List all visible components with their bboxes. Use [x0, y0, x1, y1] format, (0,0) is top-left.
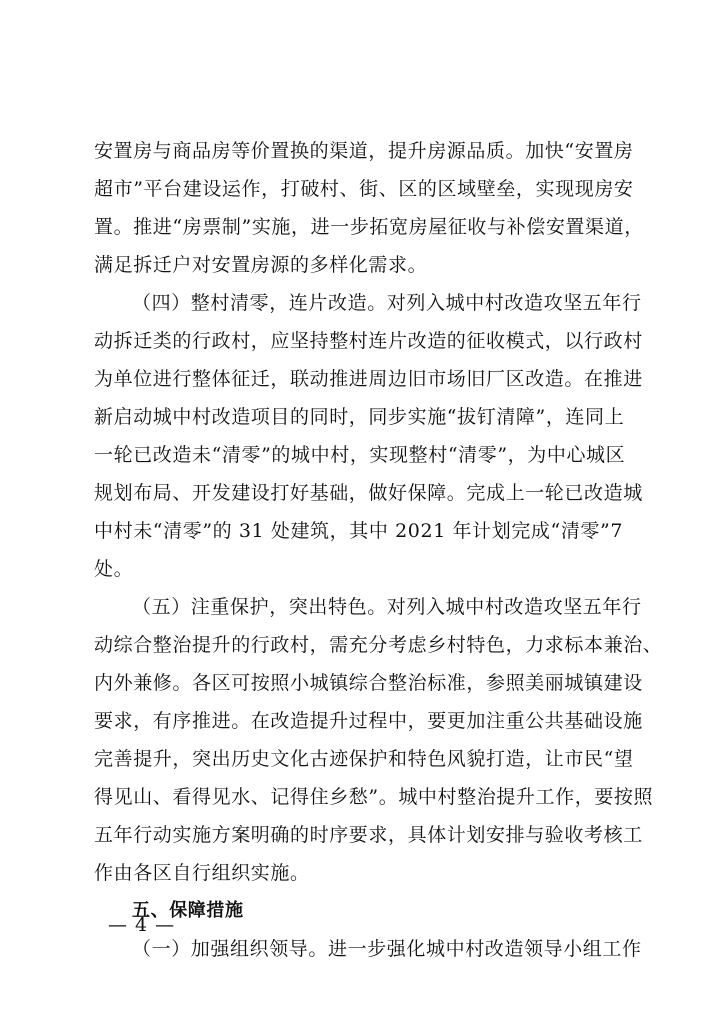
- text-line: 置。推进“房票制”实施，进一步拓宽房屋征收与补偿安置渠道，: [94, 216, 644, 238]
- section-heading: 五、保障措施: [132, 900, 244, 921]
- document-body: [94, 132, 663, 968]
- text-line: 处。: [94, 558, 134, 580]
- text-line: 超市”平台建设运作，打破村、街、区的区域壁垒，实现现房安: [94, 178, 634, 200]
- text-line: 动拆迁类的行政村，应坚持整村连片改造的征收模式，以行政村: [94, 330, 643, 352]
- text-line: 内外兼修。各区可按照小城镇综合整治标准，参照美丽城镇建设: [94, 672, 643, 694]
- text-line: 完善提升，突出历史文化古迹保护和特色风貌打造，让市民“望: [94, 748, 634, 770]
- text-line: 作由各区自行组织实施。: [94, 862, 310, 884]
- text-line: 为单位进行整体征迁，联动推进周边旧市场旧厂区改造。在推进: [94, 368, 643, 390]
- text-line: 新启动城中村改造项目的同时，同步实施“拔钉清障”，连同上: [94, 406, 625, 428]
- text-line: 一轮已改造未“清零”的城中村，实现整村“清零”，为中心城区: [94, 444, 626, 466]
- text-line: 要求，有序推进。在改造提升过程中，要更加注重公共基础设施: [94, 710, 643, 732]
- text-line: 安置房与商品房等价置换的渠道，提升房源品质。加快“安置房: [94, 140, 634, 162]
- paragraph-start-line: （五）注重保护，突出特色。对列入城中村改造攻坚五年行: [132, 596, 642, 618]
- paragraph-start-line: （四）整村清零，连片改造。对列入城中村改造攻坚五年行: [132, 292, 642, 314]
- page-number: — 4 —: [108, 914, 176, 936]
- text-line: 五年行动实施方案明确的时序要求，具体计划安排与验收考核工: [94, 824, 643, 846]
- paragraph-start-line: （一）加强组织领导。进一步强化城中村改造领导小组工作: [132, 938, 642, 960]
- text-line: 动综合整治提升的行政村，需充分考虑乡村特色，力求标本兼治、: [94, 634, 663, 656]
- text-line: 得见山、看得见水、记得住乡愁”。城中村整治提升工作，要按照: [94, 786, 654, 808]
- text-line: 规划布局、开发建设打好基础，做好保障。完成上一轮已改造城: [94, 482, 643, 504]
- text-line: 满足拆迁户对安置房源的多样化需求。: [94, 254, 428, 276]
- text-line: 中村未“清零”的 31 处建筑，其中 2021 年计划完成“清零”7: [94, 520, 624, 542]
